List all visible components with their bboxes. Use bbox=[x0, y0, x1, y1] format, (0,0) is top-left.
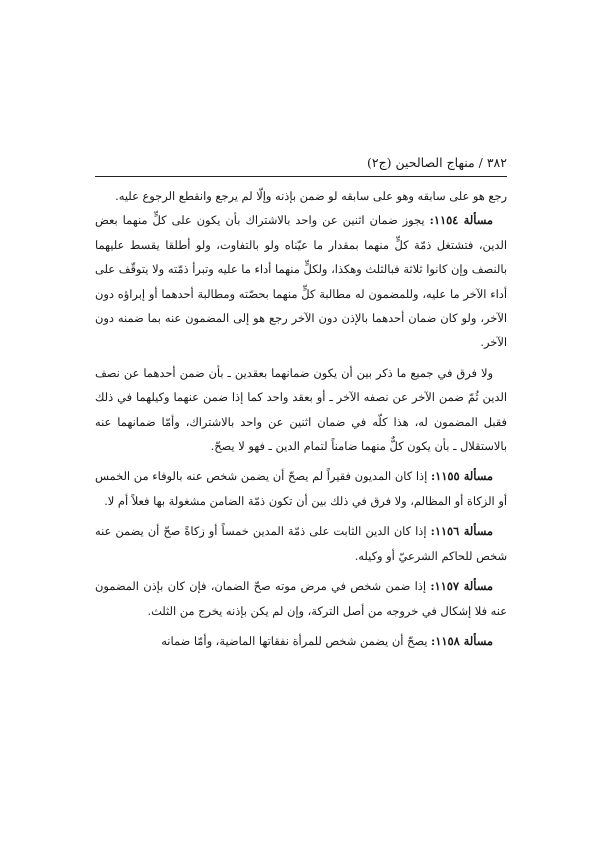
paragraph-masala-1157 bbox=[95, 574, 507, 623]
paragraph-masala-1158 bbox=[95, 629, 507, 653]
paragraph-text: إذا كان المديون فقيراً لم يصحّ أن يضمن شخص عنه بالوفاء من الخمس أو الزكاة أو المظالم، ولا فرق في ذلك بين أن تكون ذمّة الضامن مشغولة بها فعلاً أم لا. bbox=[95, 469, 507, 508]
header-separator: / bbox=[474, 155, 487, 170]
book-title: منهاج الصالحين (ج٢) bbox=[366, 155, 475, 170]
masala-heading: مسألة ١١٥٥: bbox=[430, 469, 494, 484]
paragraph bbox=[95, 361, 507, 459]
paragraph-text: إذا ضمن شخص في مرض موته صحّ الضمان، فإن كان بإذن المضمون عنه فلا إشكال في خروجه من أصل التركة، وإن لم يكن بإذنه يخرج من الثلث. bbox=[95, 579, 507, 618]
page-body bbox=[95, 184, 507, 653]
paragraph-continuation: رجع هو على سابقه وهو على سابقه لو ضمن بإذنه وإلّا لم يرجع وانقطع الرجوع عليه. bbox=[115, 189, 507, 203]
page-header bbox=[95, 152, 507, 174]
paragraph-text: يصحّ أن يضمن شخص للمرأة نفقاتها الماضية، وأمّا ضمانه bbox=[161, 633, 432, 648]
page-number: ٣٨٢ bbox=[486, 155, 507, 170]
masala-heading: مسألة ١١٥٧: bbox=[430, 579, 493, 594]
header-rule bbox=[95, 176, 507, 177]
paragraph-text: إذا كان الدين الثابت على ذمّة المدين خمساً أو زكاةً صحّ أن يضمن عنه شخص للحاكم الشرعيّ أو وكيله. bbox=[95, 524, 507, 563]
paragraph-masala-1154 bbox=[95, 208, 507, 354]
masala-heading: مسألة ١١٥٨: bbox=[431, 633, 493, 648]
paragraph-masala-1156 bbox=[95, 519, 507, 568]
masala-heading: مسألة ١١٥٦: bbox=[430, 524, 494, 539]
paragraph-text: يجوز ضمان اثنين عن واحد بالاشتراك بأن يكون على كلٍّ منهما بعض الدين، فتشتغل ذمّة كلٍّ منهما بمقدار ما عيّناه ولو بالتفاوت، ولو أطلقا يقسط عليهما بالنصف وإن كانوا ثلاثة فبالثلث وهكذا، ولكلٍّ منهما أداء ما عليه وتبرأ ذمّته ولا يتوقّف على أداء الآخر ما عليه، وللمضمون له مطالبة كلٍّ منهما بحصّته ومطالبة أحدهما أو إبراؤه دون الآخر، ولو كان ضمان أحدهما بالإذن دون الآخر رجع هو إلى المضمون عنه بما ضمنه دون الآخر. bbox=[95, 213, 507, 350]
paragraph-text: ولا فرق في جميع ما ذكر بين أن يكون ضمانهما بعقدين ـ بأن ضمن أحدهما عن نصف الدين ثُمّ ضمن الآخر عن نصفه الآخر ـ أو بعقد واحد كما إذا ضمن عنهما وكيلهما في ذلك فقبل المضمون له، هذا كلّه في ضمان اثنين عن واحد بالاشتراك، وأمّا ضمانهما عنه بالاستقلال ـ بأن يكون كلٌّ منهما ضامناً لتمام الدين ـ فهو لا يصحّ. bbox=[95, 365, 507, 454]
masala-heading: مسألة ١١٥٤: bbox=[429, 213, 493, 228]
paragraph-masala-1155 bbox=[95, 464, 507, 513]
